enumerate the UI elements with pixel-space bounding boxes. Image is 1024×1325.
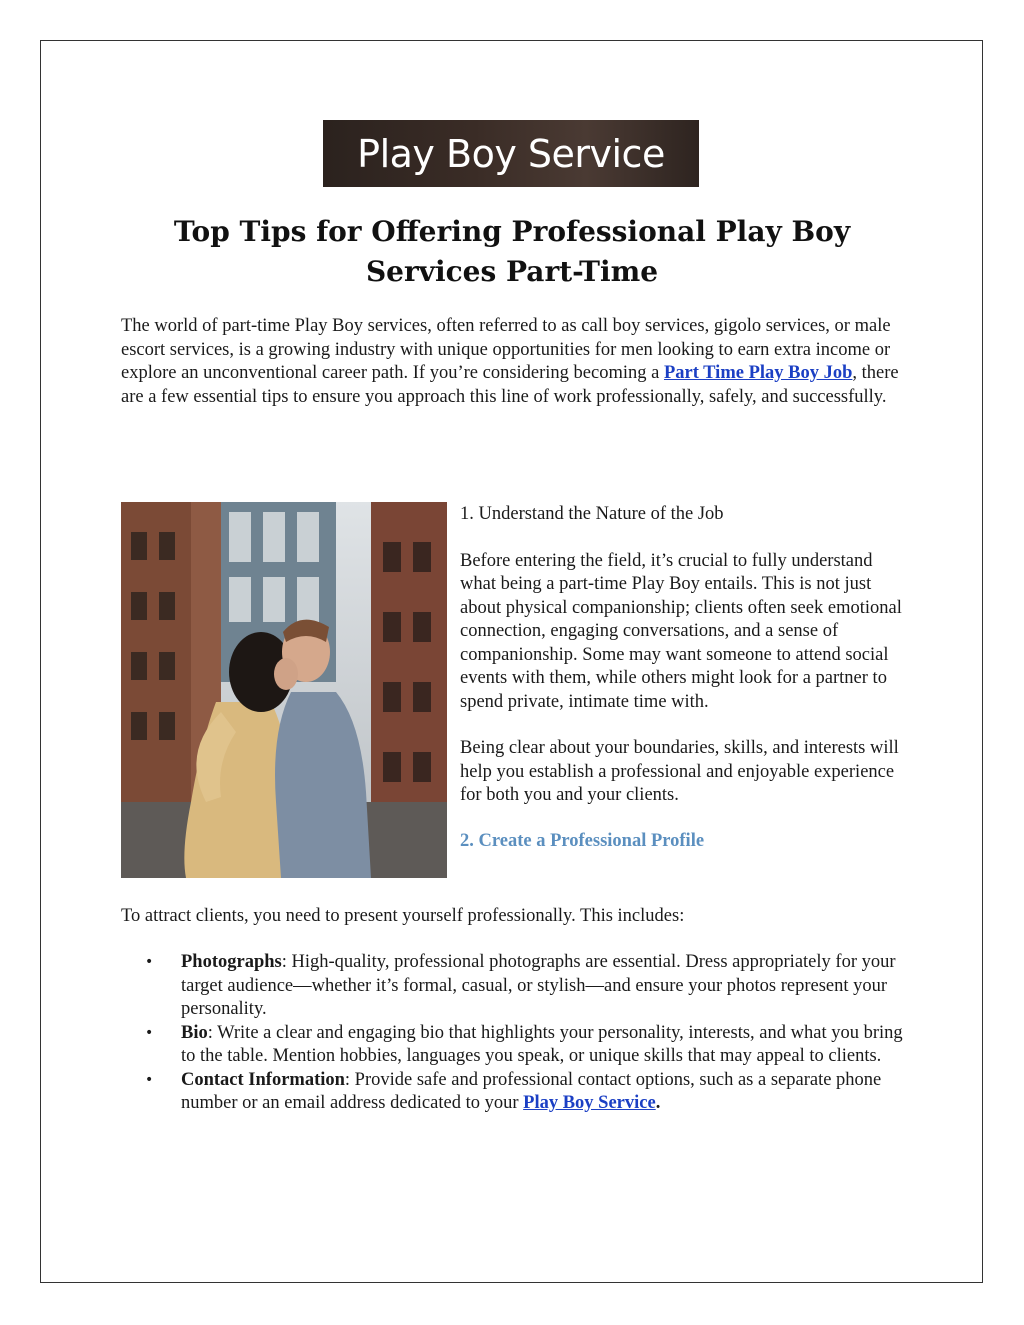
bullet-icon: •: [145, 1024, 154, 1041]
list-item-text: : Provide safe and professional contact options, such as a separate phone number or an email address dedicated to your: [181, 1069, 882, 1113]
list-item-term: Contact Information: [181, 1069, 345, 1090]
intro-paragraph: [121, 315, 911, 409]
section-two-lead: To attract clients, you need to present yourself professionally. This includes:: [121, 906, 685, 926]
section-two-heading: 2. Create a Professional Profile: [460, 830, 705, 851]
section-one-paragraph-2: Being clear about your boundaries, skills, and interests will help you establish a professional and enjoyable experience for both you and your clients.: [460, 738, 899, 805]
intro-text-start: The world of part-time Play Boy services, often referred to as call boy services, gigolo services, or male escort services, is a growing industry with unique opportunities for men looking to earn extra income or explore an unconventional career path. If you’re considering becoming a: [121, 316, 891, 383]
bullet-icon: •: [145, 1071, 154, 1088]
section-one: [460, 503, 910, 875]
couple-photo-illustration: [121, 502, 447, 878]
page-title: Top Tips for Offering Professional Play Boy Services Part-Time: [173, 215, 851, 288]
section-one-paragraph-1: Before entering the field, it’s crucial to fully understand what being a part-time Play Boy entails. This is not just about physical companionship; clients often seek emotional connection, engaging conversations, and a sense of companionship. Some may want someone to attend social events with them, while others might look for a partner to spend private, intimate time with.: [460, 550, 902, 712]
list-item-term: Bio: [181, 1022, 208, 1043]
list-item-term: Photographs: [181, 952, 282, 972]
list-item-end: .: [655, 1093, 661, 1113]
section-one-heading: 1. Understand the Nature of the Job: [460, 504, 724, 524]
couple-photo: [121, 502, 447, 878]
bullet-icon: •: [145, 954, 154, 970]
logo-text: Play Boy Service: [357, 131, 665, 176]
profile-tips-list: [121, 951, 911, 1116]
part-time-job-link[interactable]: Part Time Play Boy Job: [663, 363, 853, 383]
brand-logo: [323, 120, 699, 187]
list-item-contact-information: [121, 1069, 911, 1116]
intro-text-end: , there are a few essential tips to ensure you approach this line of work professionally, safely, and successfully.: [121, 363, 899, 407]
list-item-text: : Write a clear and engaging bio that highlights your personality, interests, and what you bring to the table. Mention hobbies, languages you speak, or unique skills that may appeal to clients.: [181, 1022, 903, 1066]
list-item-photographs: [121, 951, 911, 1022]
play-boy-service-link[interactable]: Play Boy Service: [523, 1093, 656, 1113]
list-item-bio: [121, 1022, 911, 1069]
list-item-text: : High-quality, professional photographs are essential. Dress appropriately for your target audience—whether it’s formal, casual, or stylish—and ensure your photos represent your personality.: [181, 952, 896, 1019]
